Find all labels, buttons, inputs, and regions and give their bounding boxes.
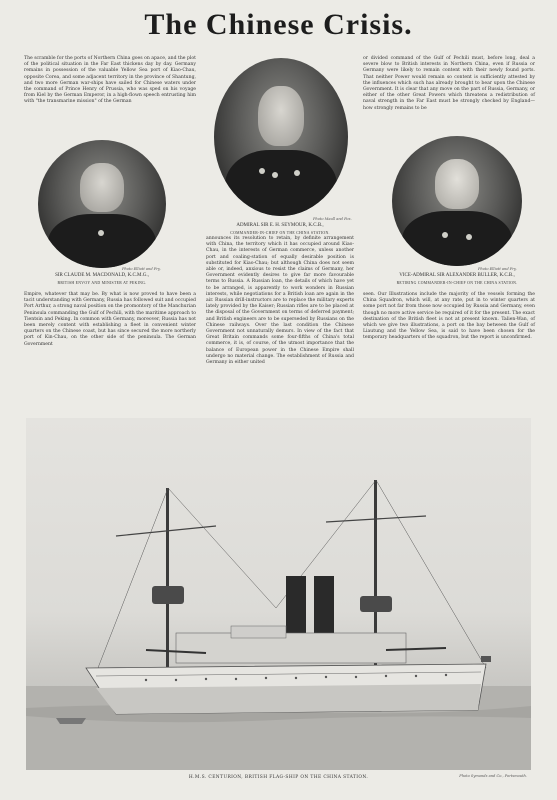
portrait-credit-center: Photo Maull and Fox.: [313, 217, 352, 221]
portrait-caption-right: [372, 273, 542, 286]
portrait-face: [258, 86, 304, 146]
portrait-role-left: BRITISH ENVOY AND MINISTER AT PEKING.: [57, 280, 147, 285]
article-column-top-left: The scramble for the ports of Northern China goes on apace, and the plot of the political situation in the Far East thickens day by day. Germany remains in possession of the valuable Yellow Sea port of Kiao-Chau, opposite Corea, and some adjacent territory in the province of Shantung, and two more German war-ships have sailed for Chinese waters under the command of Prince Henry of Prussia, who was sped on his voyage from Kiel by the German Emperor, in a high-flown speech entrusting him with "the transmarine mission" of the German: [24, 56, 196, 105]
article-column-bottom-right: seen. Our Illustrations include the majority of the vessels forming the China Squadron, which will, at any rate, put in to winter quarters at some port not far from those now occupied by Russia and Germany, even though no more active service be required of it for the present. The exact destination of the British fleet is not at present known. Talien-Wan, of which we give two illustrations, a port on the bay between the Gulf of Liautung and the Yellow Sea, is said to have been chosen for the temporary headquarters of the squadron, but the report is unconfirmed.: [363, 292, 535, 341]
portrait-face: [80, 163, 124, 212]
portrait-credit-right: Photo Elliott and Fry.: [478, 267, 517, 271]
portrait-name-right: VICE-ADMIRAL SIR ALEXANDER BULLER, K.C.B.,: [399, 273, 515, 278]
portrait-buller: [392, 136, 522, 266]
portrait-uniform: [402, 211, 511, 266]
portrait-name-center: ADMIRAL SIR E. H. SEYMOUR, K.C.B.,: [236, 223, 324, 228]
portrait-name-left: SIR CLAUDE M. MACDONALD, K.C.M.G.,: [55, 273, 149, 278]
rigging: [168, 488, 276, 608]
ship-photo-credit: Photo Symonds and Co., Portsmouth.: [459, 774, 527, 778]
portrait-role-center: COMMANDER-IN-CHIEF ON THE CHINA STATION.: [230, 230, 330, 235]
medal-icon: [98, 230, 104, 236]
article-column-top-right: or divided command of the Gulf of Pechili must, before long, deal a severe blow to British interests in Northern China, even if Russia or Germany were likely to remain content with their newly found ports. That neither Power would remain so content is sufficiently attested by the influences which such has already brought to bear upon the Chinese Government. It is clear that any move on the part of Russia, Germany, or either of the other Great Powers which threatens a redistribution of naval strength in the Far East must be strongly checked by England—how strongly remains to be: [363, 56, 535, 111]
flag-icon: [481, 656, 491, 662]
portrait-caption-center: [200, 223, 360, 236]
fore-mast: [166, 488, 169, 678]
fighting-top: [152, 586, 184, 604]
ship-caption: H.M.S. CENTURION, BRITISH FLAG-SHIP ON THE CHINA STATION.: [188, 775, 369, 780]
fighting-top: [360, 596, 392, 612]
portrait-uniform: [48, 214, 156, 268]
portrait-role-right: RETIRING COMMANDER-IN-CHIEF ON THE CHINA STATION.: [396, 280, 518, 285]
medal-icon: [466, 234, 472, 240]
battleship-illustration: [26, 418, 531, 770]
medal-icon: [259, 168, 265, 174]
article-column-middle: announces its resolution to retain, by definite arrangement with China, the territory which it has occupied around Kiao-Chau, in the interests of German commerce, unless another port and coaling-station of equally desirable position is substituted for Kiao-Chau; but although China does not seem able or, indeed, anxious to resist the claims of Germany, her Government evidently desires to give far more favourable terms to Russia. A Russian loan, the details of which have yet to be arranged, is apparently to work wonders in Russian interests, while negotiations for a British loan are again in the air. Russian drill-instructors are to replace the military experts lately provided by the Kaiser; Russian rifles are to be placed at the disposal of the Government on terms of deferred payment; and British engineers are to be superseded by Russians on the Chinese railways. Over the last condition the Chinese Government not unnaturally demurs. In view of the fact that Great Britain commands some four-fifths of China's total commerce, it is, of course, of the utmost importance that the balance of European power in the Chinese Empire shall undergo no material change. The establishment of Russia and Germany in either united: [206, 236, 354, 366]
superstructure: [176, 633, 406, 663]
medal-icon: [442, 232, 448, 238]
article-column-bottom-left: Empire, whatever that may be. By what is now proved to have been a tacit understanding with Germany, Russia has followed suit and occupied Port Arthur, a strong naval position on the promontory of the Manchurian Peninsula commanding the Gulf of Pechili, with the maritime approach to Tientsin and Peking. In common with Germany, moreover, Russia has not been merely content with establishing a fleet in convenient winter quarters on the Chinese coast, but has since secured the more northerly port of Kin-Chau, on the other side of the peninsula. The German Government: [24, 292, 196, 347]
rigging: [96, 488, 168, 673]
hull-shadow: [96, 684, 481, 714]
bridge: [231, 626, 286, 638]
page-title: The Chinese Crisis.: [144, 8, 413, 41]
funnel: [286, 576, 306, 638]
portrait-macdonald: [38, 140, 166, 268]
portrait-face: [435, 159, 479, 208]
portrait-seymour: [214, 58, 348, 216]
portrait-uniform: [225, 150, 338, 216]
small-boat: [56, 718, 86, 724]
funnel: [314, 576, 334, 638]
portrait-credit-left: Photo Elliott and Fry.: [122, 267, 161, 271]
medal-icon: [294, 170, 300, 176]
ship-photograph: [26, 418, 531, 770]
medal-icon: [272, 172, 278, 178]
portrait-caption-left: [22, 273, 182, 286]
